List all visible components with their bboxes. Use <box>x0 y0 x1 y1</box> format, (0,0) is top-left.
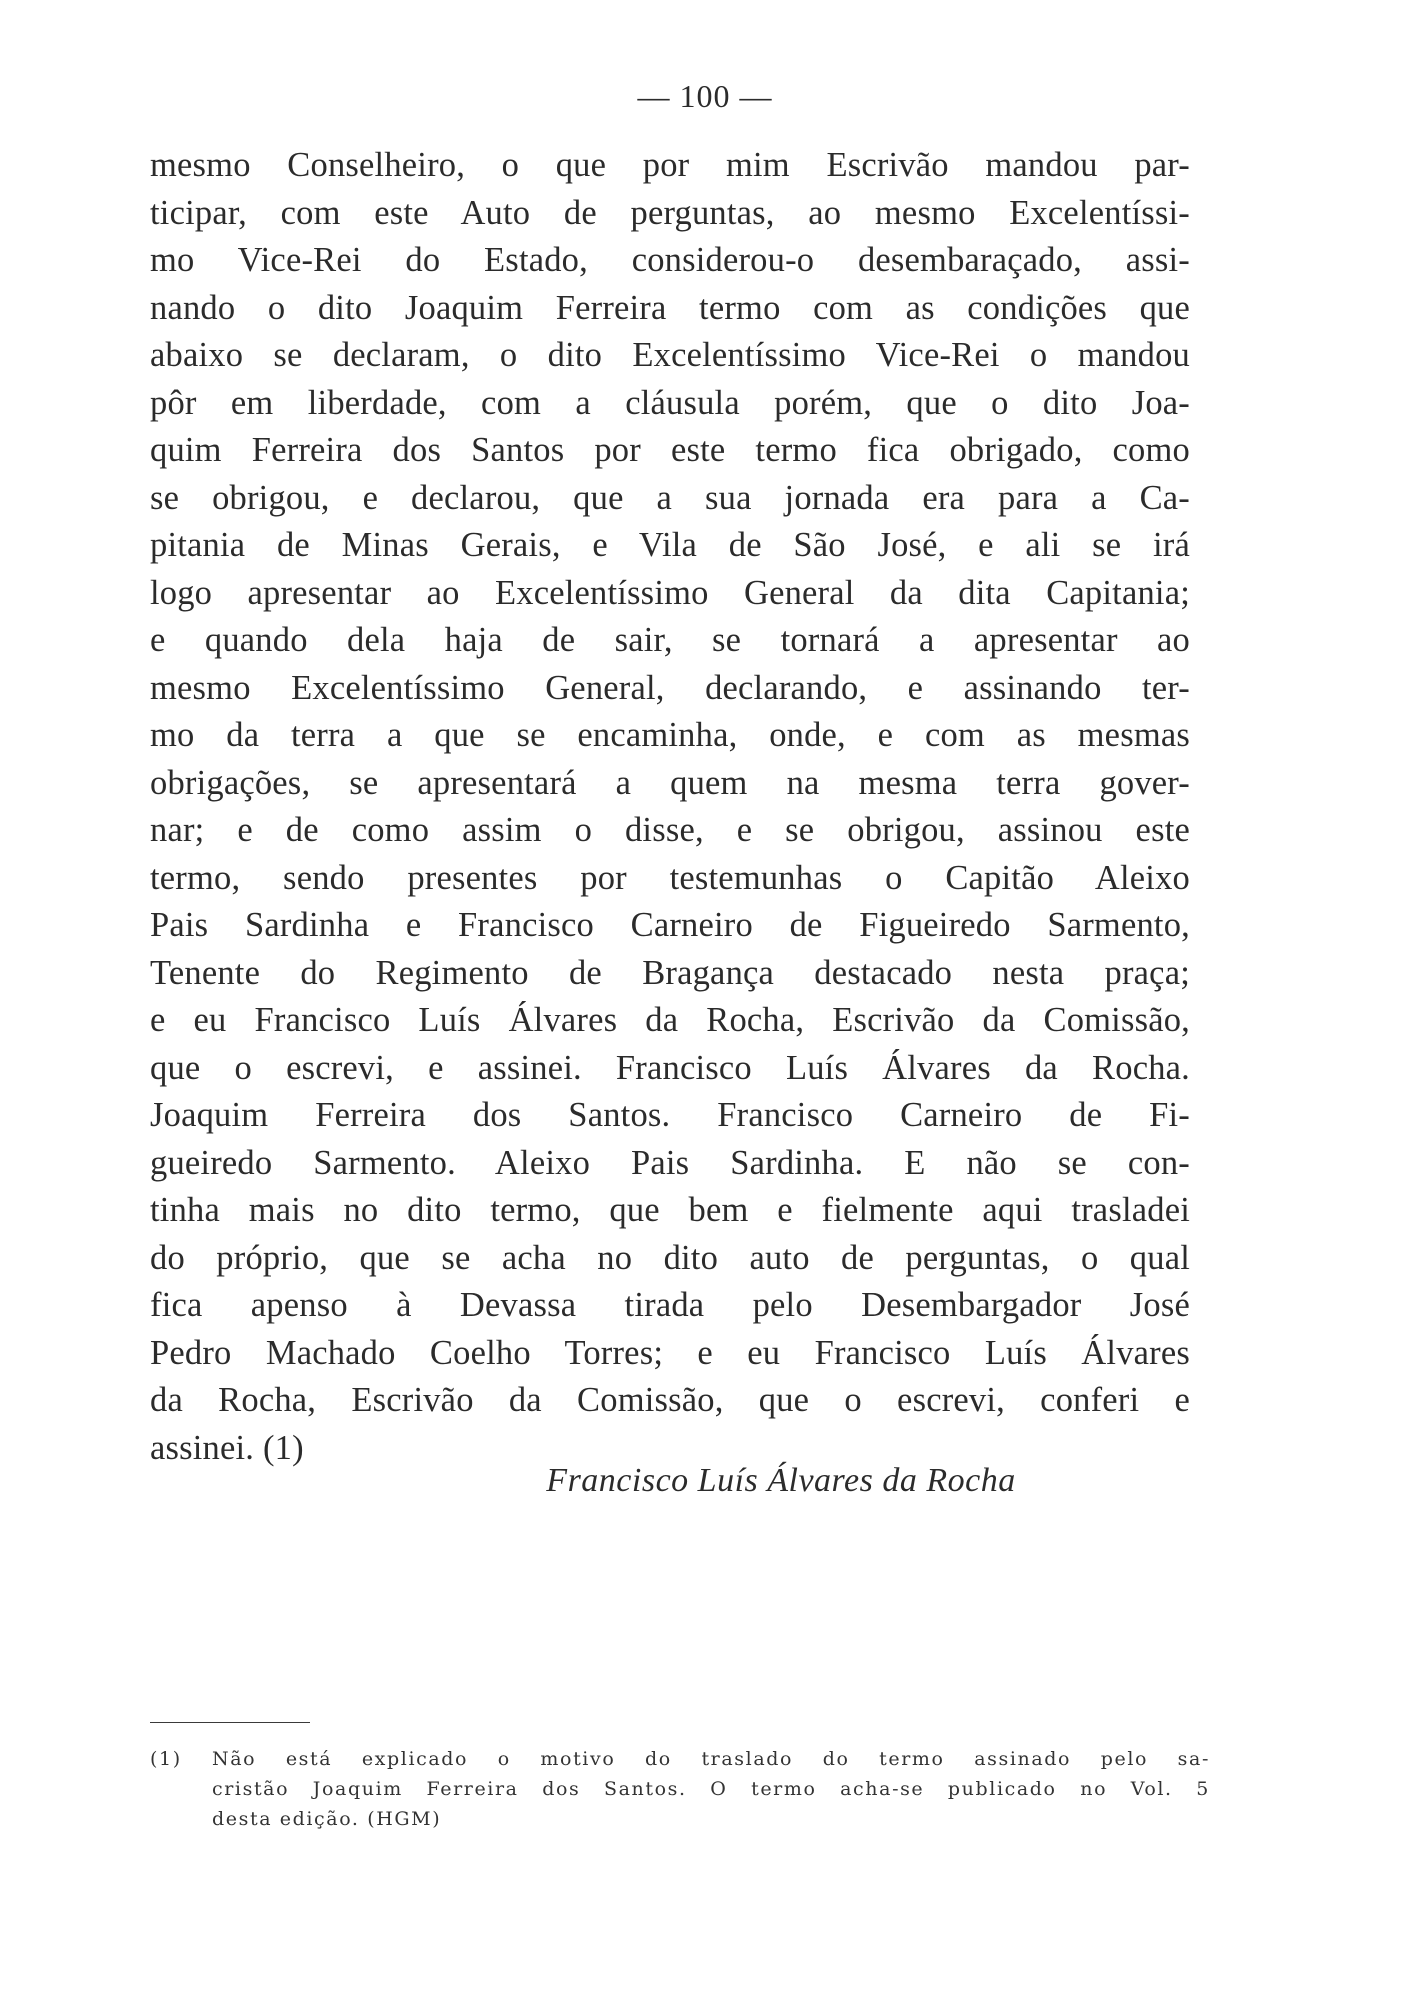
body-line: nando o dito Joaquim Ferreira termo com as condições que <box>150 288 1190 327</box>
body-line: pitania de Minas Gerais, e Vila de São José, e ali se irá <box>150 526 1190 564</box>
body-line: mesmo Conselheiro, o que por mim Escrivão mandou par- <box>150 146 1190 184</box>
body-line: tinha mais no dito termo, que bem e fielmente aqui trasladei <box>150 1191 1190 1229</box>
body-line: da Rocha, Escrivão da Comissão, que o escrevi, conferi e <box>150 1381 1190 1419</box>
footnote-line: cristão Joaquim Ferreira dos Santos. O termo acha-se publicado no Vol. 5 <box>212 1778 1210 1800</box>
body-line: mo Vice-Rei do Estado, considerou-o desembaraçado, assi- <box>150 241 1190 279</box>
footnote-divider <box>150 1722 310 1723</box>
body-line: ticipar, com este Auto de perguntas, ao mesmo Excelentíssi- <box>150 193 1190 232</box>
footnote-line-text: Não está explicado o motivo do traslado do termo assinado pelo sa- <box>212 1748 1210 1770</box>
signature: Francisco Luís Álvares da Rocha <box>546 1462 1016 1499</box>
body-line: pôr em liberdade, com a cláusula porém, que o dito Joa- <box>150 383 1190 422</box>
body-line: gueiredo Sarmento. Aleixo Pais Sardinha. E não se con- <box>150 1143 1190 1182</box>
body-line: mesmo Excelentíssimo General, declarando, e assinando ter- <box>150 668 1190 707</box>
footnote <box>150 1744 1210 1834</box>
body-line: que o escrevi, e assinei. Francisco Luís Álvares da Rocha. <box>150 1048 1190 1087</box>
body-text <box>150 142 1190 1472</box>
body-line: Pedro Machado Coelho Torres; e eu Francisco Luís Álvares <box>150 1333 1190 1372</box>
body-line: e eu Francisco Luís Álvares da Rocha, Escrivão da Comissão, <box>150 1001 1190 1039</box>
body-line: e quando dela haja de sair, se tornará a apresentar ao <box>150 621 1190 659</box>
body-line: Tenente do Regimento de Bragança destacado nesta praça; <box>150 953 1190 992</box>
body-line: abaixo se declaram, o dito Excelentíssimo Vice-Rei o mandou <box>150 336 1190 374</box>
body-line: obrigações, se apresentará a quem na mesma terra gover- <box>150 763 1190 802</box>
body-line: nar; e de como assim o disse, e se obrigou, assinou este <box>150 811 1190 849</box>
footnote-marker: (1) <box>150 1748 182 1770</box>
body-line: Pais Sardinha e Francisco Carneiro de Figueiredo Sarmento, <box>150 906 1190 944</box>
body-line: Joaquim Ferreira dos Santos. Francisco Carneiro de Fi- <box>150 1096 1190 1134</box>
body-line: fica apenso à Devassa tirada pelo Desembargador José <box>150 1286 1190 1324</box>
body-line: logo apresentar ao Excelentíssimo General da dita Capitania; <box>150 573 1190 612</box>
footnote-line: desta edição. (HGM) <box>212 1808 442 1830</box>
body-line: se obrigou, e declarou, que a sua jornada era para a Ca- <box>150 478 1190 517</box>
body-line: assinei. (1) <box>150 1428 304 1467</box>
body-line: mo da terra a que se encaminha, onde, e com as mesmas <box>150 716 1190 754</box>
body-line: termo, sendo presentes por testemunhas o Capitão Aleixo <box>150 858 1190 897</box>
body-line: quim Ferreira dos Santos por este termo fica obrigado, como <box>150 431 1190 469</box>
page-number: — 100 — <box>637 78 773 114</box>
footnote-line <box>150 1744 1210 1774</box>
body-line: do próprio, que se acha no dito auto de perguntas, o qual <box>150 1238 1190 1277</box>
